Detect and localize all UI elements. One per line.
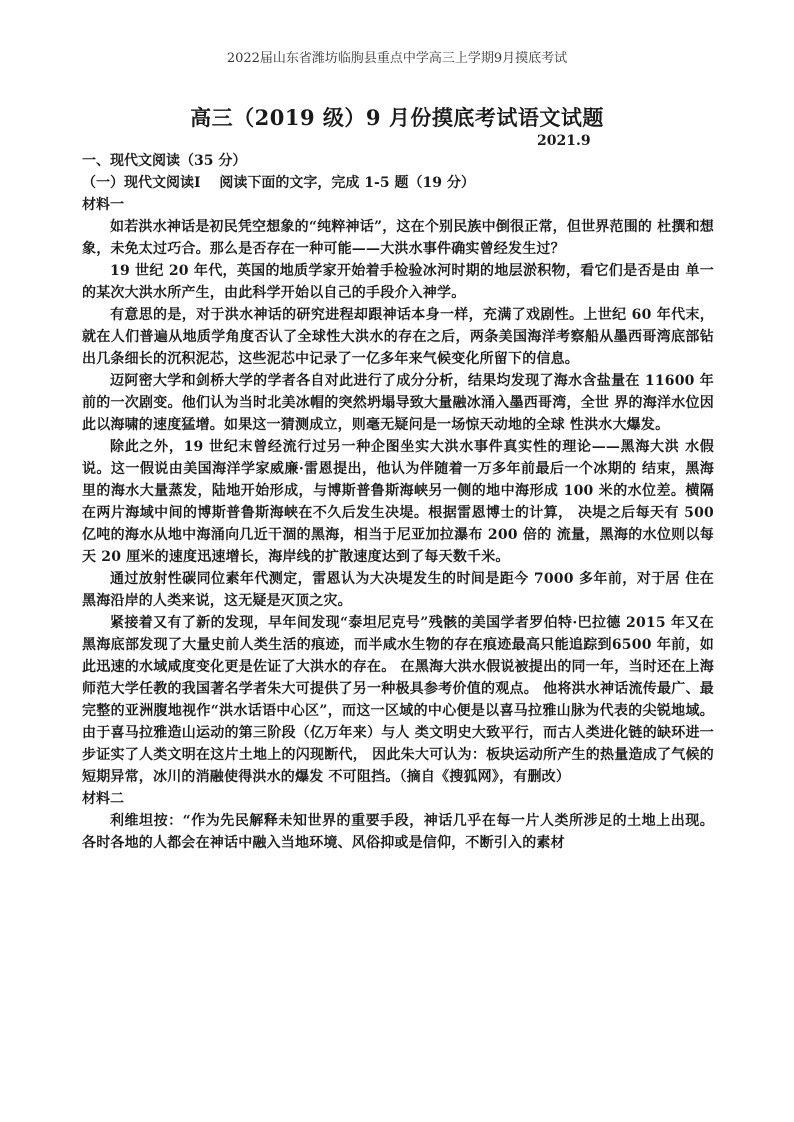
exam-title: 高三（2019 级）9 月份摸底考试语文试题	[190, 105, 604, 130]
exam-date: 2021.9	[537, 133, 591, 149]
paragraph: 迈阿密大学和剑桥大学的学者各自对此进行了成分分析，结果均发现了海水含盐量在 11600 年前的一次剧变。他们认为当时北美冰帽的突然坍塌导致大量融冰涌入墨西哥湾，全世 界的海洋水位因此以海啸的速度猛增。如果这一猜测成立，则毫无疑问是一场惊天动地的全球 性洪水大爆发。	[82, 373, 714, 433]
running-header: 2022届山东省潍坊临朐县重点中学高三上学期9月摸底考试	[226, 51, 568, 66]
paragraph: 除此之外，19 世纪末曾经流行过另一种企图坐实大洪水事件真实性的理论——黑海大洪 水假说。这一假说由美国海洋学家威廉·雷恩提出，他认为伴随着一万多年前最后一个冰期的 结束，黑海里的海水大量蒸发，陆地开始形成，与博斯普鲁斯海峡另一侧的地中海形成 100 米的水位差。横隔在两片海域中间的博斯普鲁斯海峡在不久后发生决堤。根据雷恩博士的计算， 决堤之后每天有 500 亿吨的海水从地中海涌向几近干涸的黑海，相当于尼亚加拉瀑布 200 倍的 流量，黑海的水位则以每天 20 厘米的速度迅速增长，海岸线的扩散速度达到了每天数千米。	[82, 439, 714, 565]
material-label: 材料二	[82, 791, 124, 807]
paragraph: 紧接着又有了新的发现，早年间发现“泰坦尼克号”残骸的美国学者罗伯特·巴拉德 2015 年又在黑海底部发现了大量史前人类生活的痕迹，而半咸水生物的存在痕迹最高只能追踪到6500 年前，如此迅速的水域咸度变化更是佐证了大洪水的存在。 在黑海大洪水假说被提出的同一年，当时还在上海师范大学任教的我国著名学者朱大可提供了另一种极具参考价值的观点。 他将洪水神话流传最广、最完整的亚洲腹地视作“洪水话语中心区”，而这一区域的中心便是以喜马拉雅山脉为代表的尖锐地域。由于喜马拉雅造山运动的第三阶段（亿万年来）与人 类文明史大致平行，而古人类进化链的缺环进一步证实了人类文明在这片土地上的闪现断代， 因此朱大可认为：板块运动所产生的热量造成了气候的短期异常，冰川的消融使得洪水的爆发 不可阻挡。（摘自《搜狐网》，有删改）	[82, 615, 714, 785]
section-heading: 一、现代文阅读（35 分）	[82, 153, 247, 169]
paragraph: 有意思的是，对于洪水神话的研究进程却跟神话本身一样，充满了戏剧性。上世纪 60 年代末，就在人们普遍从地质学角度否认了全球性大洪水的存在之后，两条美国海洋考察船从墨西哥湾底部钻出几条细长的沉积泥芯，这些泥芯中记录了一亿多年来气候变化所留下的信息。	[82, 307, 714, 367]
material-label: 材料一	[82, 197, 124, 213]
paragraph: 利维坦按：“作为先民解释未知世界的重要手段，神话几乎在每一片人类所涉足的土地上出现。各时各地的人都会在神话中融入当地环境、风俗抑或是信仰，不断引入的素材	[82, 813, 714, 851]
paragraph: 19 世纪 20 年代，英国的地质学家开始着手检验冰河时期的地层淤积物，看它们是否是由 单一的某次大洪水所产生，由此科学开始以自己的手段介入神学。	[82, 263, 714, 301]
paragraph: 通过放射性碳同位素年代测定，雷恩认为大决堤发生的时间是距今 7000 多年前，对于居 住在黑海沿岸的人类来说，这无疑是灭顶之灾。	[82, 571, 714, 609]
paragraph: 如若洪水神话是初民凭空想象的“纯粹神话”，这在个别民族中倒很正常，但世界范围的 杜撰和想象，未免太过巧合。那么是否存在一种可能——大洪水事件确实曾经发生过？	[82, 219, 714, 257]
subsection-heading: （一）现代文阅读Ⅰ 阅读下面的文字，完成 1-5 题（19 分）	[82, 175, 475, 191]
exam-content	[82, 150, 714, 854]
